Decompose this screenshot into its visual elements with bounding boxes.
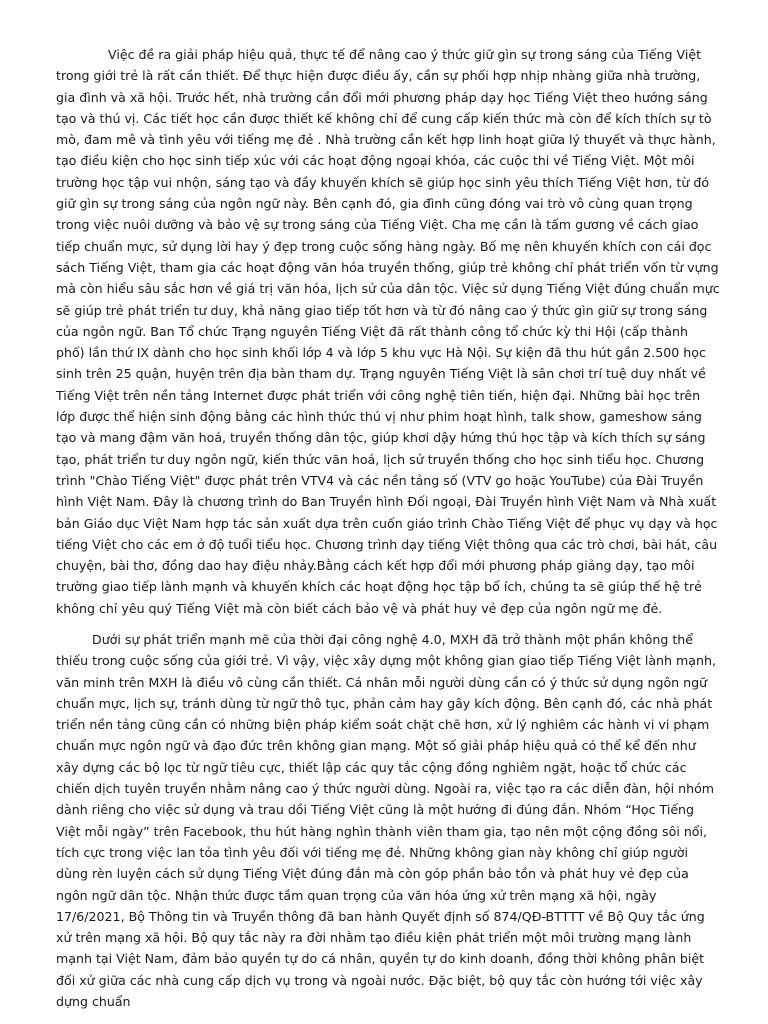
paragraph-2: Dưới sự phát triển mạnh mẽ của thời đại công nghệ 4.0, MXH đã trở thành một phần không thể thiếu trong cuộc sống của giới trẻ. Vì vậy, việc xây dựng một không gian giao tiếp Tiếng Việt lành mạnh, văn minh trên MXH là điều vô cùng cần thiết. Cá nhân mỗi người dùng cần có ý thức sử dụng ngôn ngữ chuẩn mực, lịch sự, tránh dùng từ ngữ thô tục, phản cảm hay gây kích động. Bên cạnh đó, các nhà phát triển nền tảng cũng cần có những biện pháp kiểm soát chặt chẽ hơn, xử lý nghiêm các hành vi vi phạm chuẩn mực ngôn ngữ và đạo đức trên không gian mạng. Một số giải pháp hiệu quả có thể kể đến như xây dựng các bộ lọc từ ngữ tiêu cực, thiết lập các quy tắc cộng đồng nghiêm ngặt, hoặc tổ chức các chiến dịch tuyên truyền nhằm nâng cao ý thức người dùng. Ngoài ra, việc tạo ra các diễn đàn, hội nhóm dành riêng cho việc sử dụng và trau dồi Tiếng Việt cũng là một hướng đi đúng đắn. Nhóm “Học Tiếng Việt mỗi ngày” trên Facebook, thu hút hàng nghìn thành viên tham gia, tạo nên một cộng đồng sôi nổi, tích cực trong việc lan tỏa tình yêu đối với tiếng mẹ đẻ. Những không gian này không chỉ giúp người dùng rèn luyện cách sử dụng Tiếng Việt đúng đắn mà còn góp phần bảo tồn và phát huy vẻ đẹp của ngôn ngữ dân tộc. Nhận thức được tầm quan trọng của văn hóa ứng xử trên mạng xã hội, ngày 17/6/2021, Bộ Thông tin và Truyền thông đã ban hành Quyết định số 874/QĐ-BTTTT về Bộ Quy tắc ứng xử trên mạng xã hội. Bộ quy tắc này ra đời nhằm tạo điều kiện phát triển một môi trường mạng lành mạnh tại Việt Nam, đảm bảo quyền tự do cá nhân, quyền tự do kinh doanh, đồng thời không phân biệt đối xử giữa các nhà cung cấp dịch vụ trong và ngoài nước. Đặc biệt, bộ quy tắc còn hướng tới việc xây dựng chuẩn	[56, 632, 716, 1010]
paragraph-1: Việc đề ra giải pháp hiệu quả, thực tế để nâng cao ý thức giữ gìn sự trong sáng của Tiếng Việt trong giới trẻ là rất cần thiết. Để thực hiện được điều ấy, cần sự phối hợp nhịp nhàng giữa nhà trường, gia đình và xã hội. Trước hết, nhà trường cần đổi mới phương pháp dạy học Tiếng Việt theo hướng sáng tạo và thú vị. Các tiết học cần được thiết kế không chỉ để cung cấp kiến thức mà còn để kích thích sự tò mò, đam mê và tình yêu với tiếng mẹ đẻ . Nhà trường cần kết hợp linh hoạt giữa lý thuyết và thực hành, tạo điều kiện cho học sinh tiếp xúc với các hoạt động ngoại khóa, các cuộc thi về Tiếng Việt. Một môi trường học tập vui nhộn, sáng tạo và đầy khuyến khích sẽ giúp học sinh yêu thích Tiếng Việt hơn, từ đó giữ gìn sự trong sáng của ngôn ngữ này. Bên cạnh đó, gia đình cũng đóng vai trò vô cùng quan trọng trong việc nuôi dưỡng và bảo vệ sự trong sáng của Tiếng Việt. Cha mẹ cần là tấm gương về cách giao tiếp chuẩn mực, sử dụng lời hay ý đẹp trong cuộc sống hàng ngày. Bố mẹ nên khuyến khích con cái đọc sách Tiếng Việt, tham gia các hoạt động văn hóa truyền thống, giúp trẻ không chỉ phát triển vốn từ vựng mà còn hiểu sâu sắc hơn về giá trị văn hóa, lịch sử của dân tộc. Việc sử dụng Tiếng Việt đúng chuẩn mực sẽ giúp trẻ phát triển tư duy, khả năng giao tiếp tốt hơn và từ đó nâng cao ý thức gìn giữ sự trong sáng của ngôn ngữ. Ban Tổ chức Trạng nguyên Tiếng Việt đã rất thành công tổ chức kỳ thi Hội (cấp thành phố) lần thứ IX dành cho học sinh khối lớp 4 và lớp 5 khu vực Hà Nội. Sự kiện đã thu hút gần 2.500 học sinh trên 25 quận, huyện trên địa bàn tham dự. Trạng nguyên Tiếng Việt là sân chơi trí tuệ duy nhất về Tiếng Việt trên nền tảng Internet được phát triển với công nghệ tiên tiến, hiện đại. Những bài học trên lớp được thể hiện sinh động bằng các hình thức thú vị như phim hoạt hình, talk show, gameshow sáng tạo và mang đậm văn hoá, truyền thống dân tộc, giúp khơi dậy hứng thú học tập và kích thích sự sáng tạo, phát triển tư duy ngôn ngữ, kiến thức văn hoá, lịch sử truyền thống cho học sinh tiểu học. Chương trình "Chào Tiếng Việt" được phát trên VTV4 và các nền tảng số (VTV go hoặc YouTube) của Đài Truyền hình Việt Nam. Đây là chương trình do Ban Truyền hình Đối ngoại, Đài Truyền hình Việt Nam và Nhà xuất bản Giáo dục Việt Nam hợp tác sản xuất dựa trên cuốn giáo trình Chào Tiếng Việt để phục vụ dạy và học tiếng Việt cho các em ở độ tuổi tiểu học. Chương trình dạy tiếng Việt thông qua các trò chơi, bài hát, câu chuyện, bài thơ, đồng dao hay điệu nhảy.Bằng cách kết hợp đổi mới phương pháp giảng dạy, tạo môi trường giao tiếp lành mạnh và khuyến khích các hoạt động học tập bổ ích, chúng ta sẽ giúp thế hệ trẻ không chỉ yêu quý Tiếng Việt mà còn biết cách bảo vệ và phát huy vẻ đẹp của ngôn ngữ mẹ đẻ.	[56, 47, 720, 616]
